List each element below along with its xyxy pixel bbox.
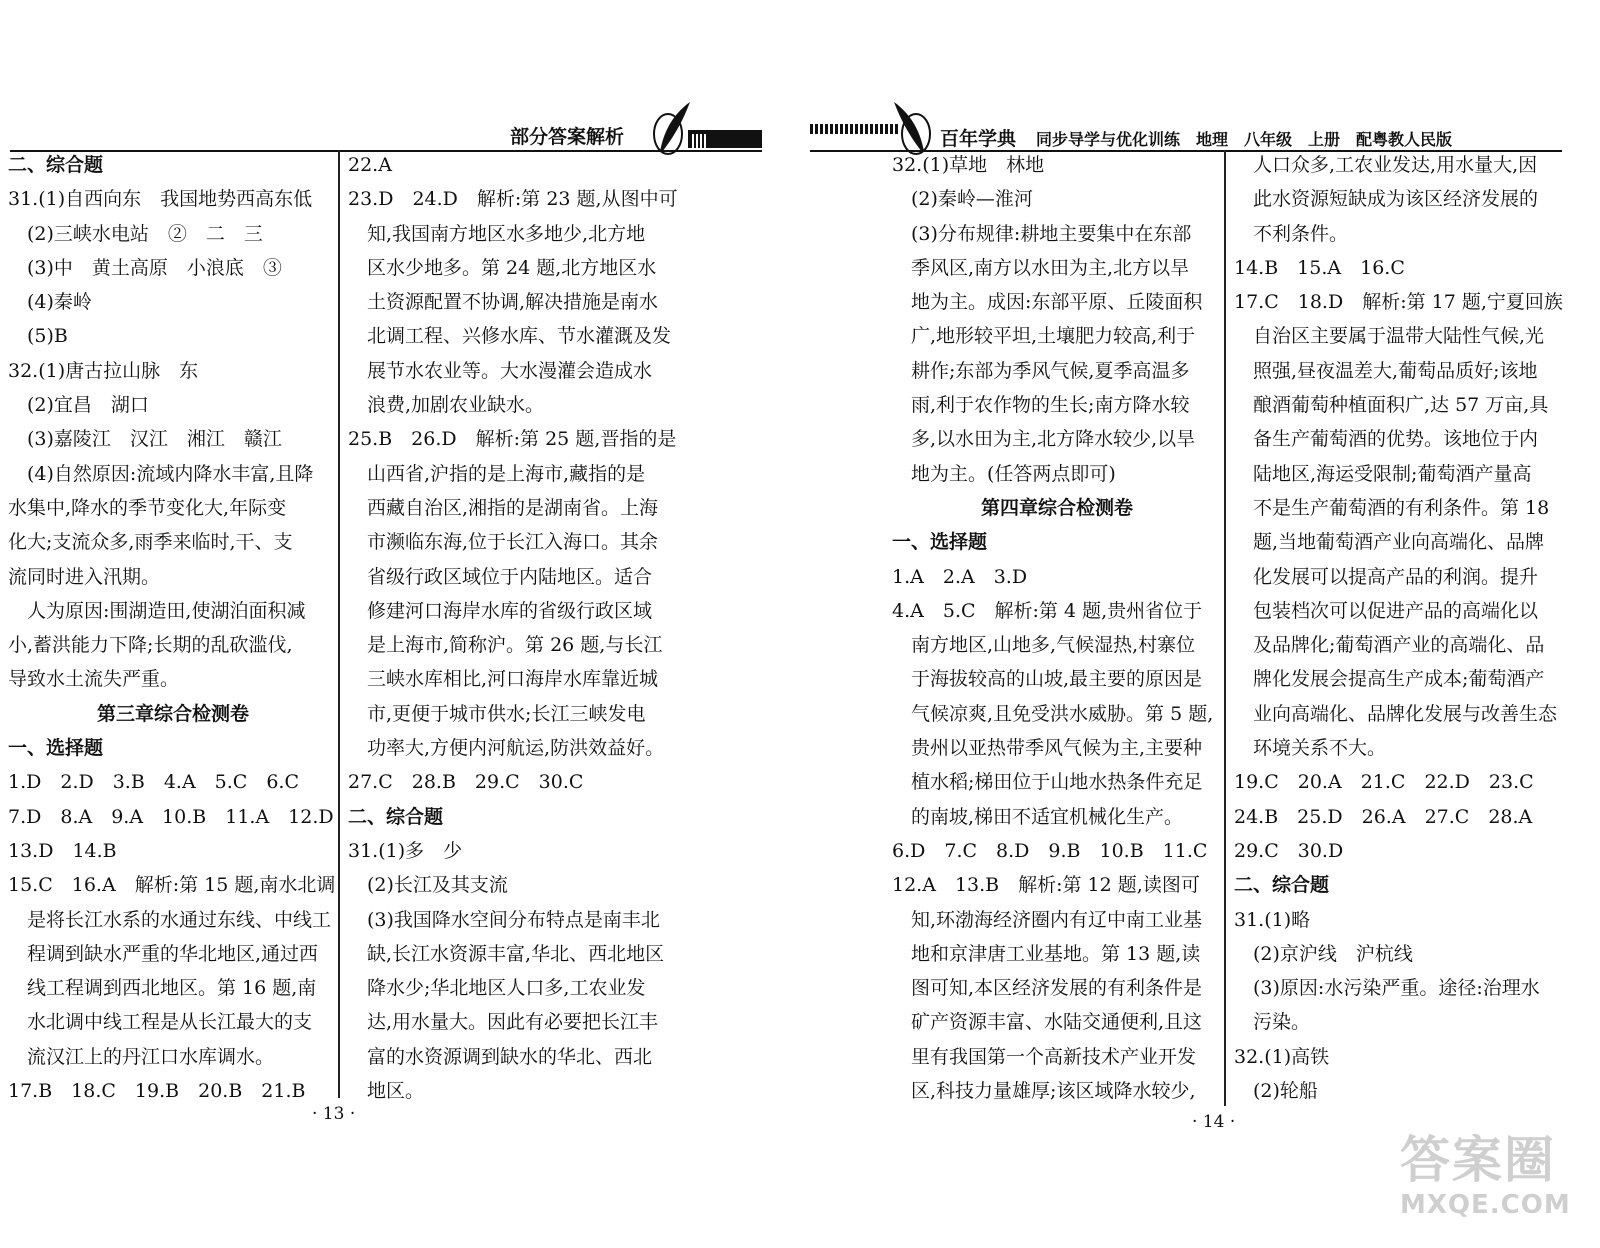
text-line: 达,用水量大。因此有必要把长江丰	[348, 1011, 659, 1034]
text-line: 及品牌化;葡萄酒产业的高端化、品	[1234, 634, 1545, 657]
text-line: (2)长江及其支流	[348, 874, 508, 897]
text-line: 第四章综合检测卷	[980, 496, 1133, 519]
text-line: 地和京津唐工业基地。第 13 题,读	[892, 942, 1201, 965]
right-header-decor-bar	[810, 124, 898, 134]
text-line: 15.C 16.A 解析:第 15 题,南水北调	[8, 874, 336, 897]
text-line: 地为主。(任答两点即可)	[892, 462, 1116, 485]
text-line: 线工程调到西北地区。第 16 题,南	[8, 977, 317, 1000]
text-line: 25.B 26.D 解析:第 25 题,晋指的是	[348, 428, 677, 451]
text-line: (3)原因:水污染严重。途径:治理水	[1234, 977, 1540, 1000]
text-line: 23.D 24.D 解析:第 23 题,从图中可	[348, 188, 678, 211]
right-header-title: 百年学典	[940, 128, 1017, 150]
text-line: 北调工程、兴修水库、节水灌溉及发	[348, 325, 672, 348]
text-line: 耕作;东部为季风气候,夏季高温多	[892, 359, 1190, 382]
text-line: 1.D 2.D 3.B 4.A 5.C 6.C	[8, 771, 299, 794]
text-line: 备生产葡萄酒的优势。该地位于内	[1234, 428, 1539, 451]
text-line: 知,我国南方地区水多地少,北方地	[348, 222, 646, 245]
watermark-logo	[1400, 1130, 1590, 1240]
left-column-divider	[338, 150, 340, 1098]
left-header-title: 部分答案解析	[510, 126, 625, 148]
text-line: 环境关系不大。	[1234, 737, 1387, 760]
text-line: 二、综合题	[348, 805, 444, 828]
text-line: (3)分布规律:耕地主要集中在东部	[892, 222, 1192, 245]
watermark-text: 答案圈	[1400, 1131, 1556, 1189]
text-line: 水北调中线工程是从长江最大的支	[8, 1011, 313, 1034]
text-line: 气候凉爽,且免受洪水威胁。第 5 题,	[892, 702, 1214, 725]
text-line: 市,更便于城市供水;长江三峡发电	[348, 702, 646, 725]
text-line: (2)京沪线 沪杭线	[1234, 942, 1413, 965]
text-line: 二、综合题	[1234, 874, 1330, 897]
text-line: 一、选择题	[892, 531, 988, 554]
text-line: 于海拔较高的山坡,最主要的原因是	[892, 668, 1203, 691]
text-line: 里有我国第一个高新技术产业开发	[892, 1045, 1197, 1068]
text-line: 降水少;华北地区人口多,工农业发	[348, 977, 646, 1000]
text-line: 广,地形较平坦,土壤肥力较高,利于	[892, 325, 1196, 348]
text-line: 27.C 28.B 29.C 30.C	[348, 771, 584, 794]
text-line: (3)中 黄土高原 小浪底 ③	[8, 256, 282, 279]
text-line: 7.D 8.A 9.A 10.B 11.A 12.D	[8, 805, 334, 828]
text-line: 31.(1)自西向东 我国地势西高东低	[8, 188, 313, 211]
text-line: 第三章综合检测卷	[96, 702, 249, 725]
text-line: 不利条件。	[1234, 222, 1349, 245]
text-line: 小,蓄洪能力下降;长期的乱砍滥伐,	[8, 634, 293, 657]
text-line: 区,科技力量雄厚;该区域降水较少,	[892, 1080, 1196, 1103]
text-line: 植水稻;梯田位于山地水热条件充足	[892, 771, 1203, 794]
text-line: (3)嘉陵江 汉江 湘江 赣江	[8, 428, 282, 451]
text-line: 24.B 25.D 26.A 27.C 28.A	[1234, 805, 1533, 828]
text-line: 西藏自治区,湘指的是湖南省。上海	[348, 496, 659, 519]
left-column-2	[348, 148, 678, 1108]
text-line: 酿酒葡萄种植面积广,达 57 万亩,具	[1234, 394, 1549, 417]
right-column-2	[1234, 148, 1564, 1108]
text-line: 32.(1)草地 林地	[892, 154, 1045, 176]
text-line: 题,当地葡萄酒产业向高端化、品牌	[1234, 531, 1545, 554]
text-line: 图可知,本区经济发展的有利条件是	[892, 977, 1203, 1000]
text-line: 31.(1)多 少	[348, 839, 463, 862]
text-line: 污染。	[1234, 1011, 1311, 1034]
text-line: 4.A 5.C 解析:第 4 题,贵州省位于	[892, 599, 1203, 622]
text-line: 多,以水田为主,北方降水较少,以旱	[892, 428, 1196, 451]
text-line: 的南坡,梯田不适宜机械化生产。	[892, 805, 1184, 828]
text-line: 是上海市,简称沪。第 26 题,与长江	[348, 634, 663, 657]
text-line: 17.C 18.D 解析:第 17 题,宁夏回族	[1234, 291, 1563, 314]
right-page	[800, 0, 1600, 1248]
text-line: 包装档次可以促进产品的高端化以	[1234, 599, 1539, 622]
text-line: 知,环渤海经济圈内有辽中南工业基	[892, 908, 1203, 931]
text-line: 市濒临东海,位于长江入海口。其余	[348, 531, 659, 554]
text-line: 19.C 20.A 21.C 22.D 23.C	[1234, 771, 1534, 794]
text-line: 13.D 14.B	[8, 839, 117, 862]
text-line: 29.C 30.D	[1234, 839, 1344, 862]
text-line: 此水资源短缺成为该区经济发展的	[1234, 188, 1539, 211]
text-line: 富的水资源调到缺水的华北、西北	[348, 1045, 653, 1068]
right-column-divider	[1224, 150, 1226, 1106]
text-line: 地为主。成因:东部平原、丘陵面积	[892, 291, 1203, 314]
text-line: 修建河口海岸水库的省级行政区域	[348, 599, 653, 622]
text-line: 12.A 13.B 解析:第 12 题,读图可	[892, 874, 1200, 897]
text-line: 矿产资源丰富、水陆交通便利,且这	[892, 1011, 1203, 1034]
text-line: (2)轮船	[1234, 1080, 1318, 1103]
text-line: (2)宜昌 湖口	[8, 394, 149, 417]
text-line: 自治区主要属于温带大陆性气候,光	[1234, 325, 1545, 348]
text-line: 程调到缺水严重的华北地区,通过西	[8, 942, 319, 965]
text-line: 流汉江上的丹江口水库调水。	[8, 1045, 275, 1068]
text-line: 业向高端化、品牌化发展与改善生态	[1234, 702, 1558, 725]
text-line: 缺,长江水资源丰富,华北、西北地区	[348, 942, 665, 965]
right-header-subtitle: 同步导学与优化训练 地理 八年级 上册 配粤教人民版	[1036, 130, 1453, 149]
text-line: (4)秦岭	[8, 291, 92, 314]
text-line: 照强,昼夜温差大,葡萄品质好;该地	[1234, 359, 1538, 382]
text-line: 展节水农业等。大水漫灌会造成水	[348, 359, 653, 382]
text-line: 功率大,方便内河航运,防洪效益好。	[348, 737, 665, 760]
text-line: 省级行政区域位于内陆地区。适合	[348, 565, 653, 588]
text-line: 32.(1)唐古拉山脉 东	[8, 359, 199, 382]
text-line: 是将长江水系的水通过东线、中线工	[8, 908, 332, 931]
text-line: 二、综合题	[8, 154, 104, 176]
text-line: 土资源配置不协调,解决措施是南水	[348, 291, 659, 314]
text-line: (2)秦岭—淮河	[892, 188, 1033, 211]
text-line: 区水少地多。第 24 题,北方地区水	[348, 256, 657, 279]
right-column-1	[892, 148, 1222, 1108]
text-line: 陆地区,海运受限制;葡萄酒产量高	[1234, 462, 1532, 485]
text-line: 化大;支流众多,雨季来临时,干、支	[8, 531, 293, 554]
left-column-1	[8, 148, 338, 1108]
text-line: 浪费,加剧农业缺水。	[348, 394, 545, 417]
text-line: 31.(1)略	[1234, 908, 1311, 931]
text-line: 14.B 15.A 16.C	[1234, 256, 1405, 279]
right-page-number: · 14 ·	[1192, 1112, 1236, 1132]
text-line: 一、选择题	[8, 737, 104, 760]
text-line: 流同时进入汛期。	[8, 565, 161, 588]
text-line: 17.B 18.C 19.B 20.B 21.B	[8, 1080, 306, 1103]
text-line: 地区。	[348, 1080, 425, 1103]
text-line: 贵州以亚热带季风气候为主,主要种	[892, 737, 1203, 760]
text-line: 导致水土流失严重。	[8, 668, 180, 691]
text-line: 22.A	[348, 154, 392, 176]
text-line: 雨,利于农作物的生长;南方降水较	[892, 394, 1190, 417]
text-line: 人口众多,工农业发达,用水量大,因	[1234, 154, 1538, 176]
text-line: 不是生产葡萄酒的有利条件。第 18	[1234, 496, 1550, 519]
text-line: 三峡水库相比,河口海岸水库靠近城	[348, 668, 659, 691]
text-line: 32.(1)高铁	[1234, 1045, 1330, 1068]
text-line: 牌化发展会提高生产成本;葡萄酒产	[1234, 668, 1545, 691]
text-line: 南方地区,山地多,气候湿热,村寨位	[892, 634, 1196, 657]
text-line: 水集中,降水的季节变化大,年际变	[8, 496, 287, 519]
left-header-decor-ticks	[690, 134, 706, 148]
text-line: 山西省,沪指的是上海市,藏指的是	[348, 462, 646, 485]
left-page-number: · 13 ·	[312, 1104, 356, 1124]
text-line: 1.A 2.A 3.D	[892, 565, 1028, 588]
text-line: 人为原因:围湖造田,使湖泊面积减	[8, 599, 306, 622]
text-line: (4)自然原因:流域内降水丰富,且降	[8, 462, 314, 485]
text-line: 6.D 7.C 8.D 9.B 10.B 11.C	[892, 839, 1208, 862]
text-line: 季风区,南方以水田为主,北方以旱	[892, 256, 1190, 279]
text-line: (5)B	[8, 325, 68, 348]
watermark-url: MXQE.COM	[1400, 1190, 1571, 1220]
text-line: (2)三峡水电站 ② 二 三	[8, 222, 263, 245]
text-line: 化发展可以提高产品的利润。提升	[1234, 565, 1539, 588]
text-line: (3)我国降水空间分布特点是南丰北	[348, 908, 660, 931]
